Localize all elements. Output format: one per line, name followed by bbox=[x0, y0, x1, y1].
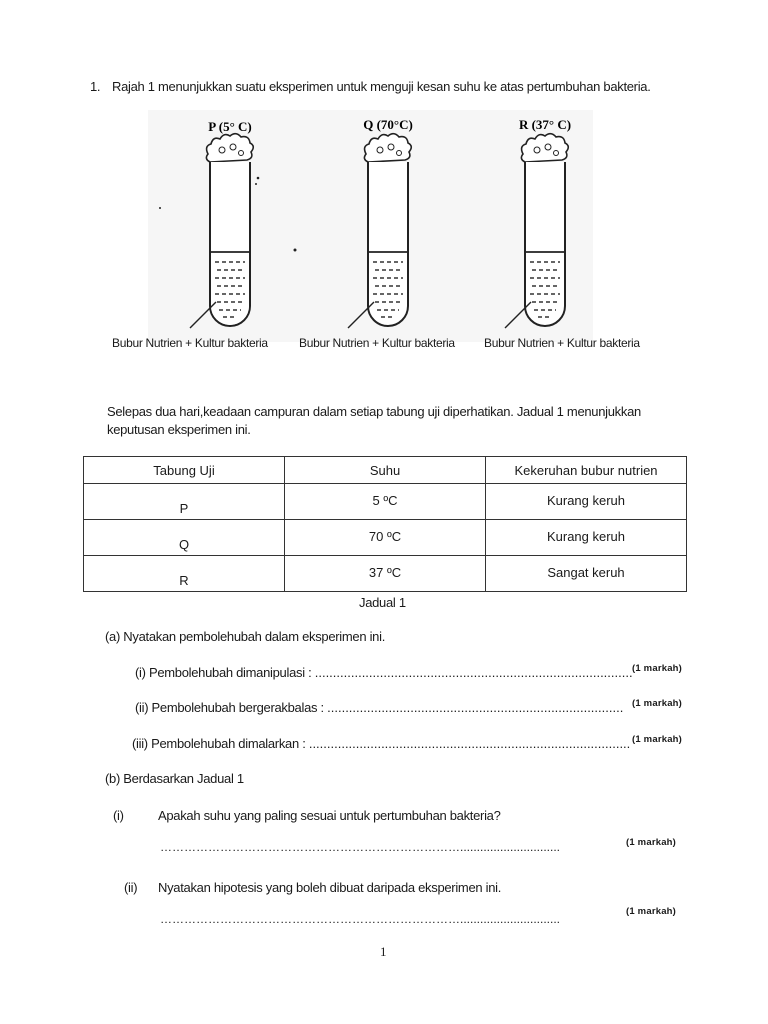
header-suhu: Suhu bbox=[285, 457, 486, 484]
table-cell bbox=[84, 556, 285, 592]
cell-turbidity: Kurang keruh bbox=[546, 493, 626, 508]
test-tube-figure bbox=[148, 110, 593, 342]
cell-turbidity: Sangat keruh bbox=[547, 565, 625, 580]
table-cell bbox=[486, 520, 687, 556]
part-b-prompt: (b) Berdasarkan Jadual 1 bbox=[105, 771, 244, 786]
answer-blank[interactable]: ......................................................................................... bbox=[308, 736, 631, 751]
cell-temp: 70 ºC bbox=[368, 529, 402, 544]
tube-p bbox=[190, 119, 253, 328]
answer-blank[interactable]: .................................................................................. bbox=[327, 700, 624, 715]
part-b-item-text: Nyatakan hipotesis yang boleh dibuat daripada eksperimen ini. bbox=[158, 880, 502, 895]
table-cell bbox=[84, 484, 285, 520]
cell-temp: 37 ºC bbox=[368, 565, 402, 580]
question-intro: Rajah 1 menunjukkan suatu eksperimen untuk menguji kesan suhu ke atas pertumbuhan bakteria. bbox=[112, 79, 651, 94]
answer-blank[interactable]: ………………………………………………………………….............................. bbox=[160, 912, 561, 926]
marks-label: (1 markah) bbox=[632, 698, 683, 709]
tube-label-p: P (5° C) bbox=[208, 119, 252, 134]
cotton-plug-icon bbox=[206, 134, 253, 162]
cell-tube: Q bbox=[178, 537, 190, 552]
answer-blank[interactable]: ………………………………………………………………….............................. bbox=[160, 840, 561, 854]
part-a-item-2 bbox=[135, 700, 623, 715]
caption-tube-p: Bubur Nutrien + Kultur bakteria bbox=[112, 336, 268, 350]
tube-label-q: Q (70°C) bbox=[363, 117, 413, 132]
cotton-plug-icon bbox=[521, 134, 568, 162]
table-cell bbox=[285, 484, 486, 520]
marks-label: (1 markah) bbox=[632, 663, 683, 674]
part-b-item-number: (i) bbox=[113, 808, 124, 823]
question-number: 1. bbox=[90, 79, 101, 94]
cell-tube: P bbox=[179, 501, 189, 516]
table-caption: Jadual 1 bbox=[359, 595, 406, 610]
table-cell bbox=[285, 520, 486, 556]
part-b-item-text: Apakah suhu yang paling sesuai untuk pertumbuhan bakteria? bbox=[158, 808, 501, 823]
cotton-plug-icon bbox=[364, 134, 411, 162]
part-a-prompt: (a) Nyatakan pembolehubah dalam eksperimen ini. bbox=[105, 629, 386, 644]
answer-blank[interactable]: ........................................................................................ bbox=[314, 665, 633, 680]
caption-tube-r: Bubur Nutrien + Kultur bakteria bbox=[484, 336, 640, 350]
page-number: 1 bbox=[380, 944, 387, 959]
after-text-line-2: keputusan eksperimen ini. bbox=[107, 422, 251, 437]
tube-r bbox=[505, 117, 571, 328]
cell-turbidity: Kurang keruh bbox=[546, 529, 626, 544]
table-cell bbox=[84, 520, 285, 556]
header-kekeruhan: Kekeruhan bubur nutrien bbox=[486, 457, 687, 484]
marks-label: (1 markah) bbox=[626, 837, 677, 848]
part-b-item-number: (ii) bbox=[124, 880, 138, 895]
cell-temp: 5 ºC bbox=[372, 493, 398, 508]
table-cell bbox=[486, 484, 687, 520]
part-a-item-label: (ii) Pembolehubah bergerakbalas : bbox=[135, 700, 328, 715]
table-cell bbox=[486, 556, 687, 592]
table-row bbox=[84, 484, 687, 520]
tube-q bbox=[348, 117, 413, 328]
after-text-line-1: Selepas dua hari,keadaan campuran dalam setiap tabung uji diperhatikan. Jadual 1 menunjukkan bbox=[107, 404, 641, 419]
table-header-row bbox=[84, 457, 687, 484]
table-row bbox=[84, 520, 687, 556]
results-table bbox=[83, 456, 687, 592]
part-a-item-label: (i) Pembolehubah dimanipulasi : bbox=[135, 665, 315, 680]
part-a-item-label: (iii) Pembolehubah dimalarkan : bbox=[132, 736, 309, 751]
test-tubes-diagram bbox=[148, 110, 593, 342]
tube-label-r: R (37° C) bbox=[518, 117, 572, 132]
part-a-item-3 bbox=[132, 736, 630, 751]
part-a-item-1 bbox=[135, 665, 633, 680]
caption-tube-q: Bubur Nutrien + Kultur bakteria bbox=[299, 336, 455, 350]
cell-tube: R bbox=[179, 573, 189, 588]
marks-label: (1 markah) bbox=[632, 734, 683, 745]
table-cell bbox=[285, 556, 486, 592]
marks-label: (1 markah) bbox=[626, 906, 677, 917]
header-tabung-uji: Tabung Uji bbox=[84, 457, 285, 484]
table-row bbox=[84, 556, 687, 592]
